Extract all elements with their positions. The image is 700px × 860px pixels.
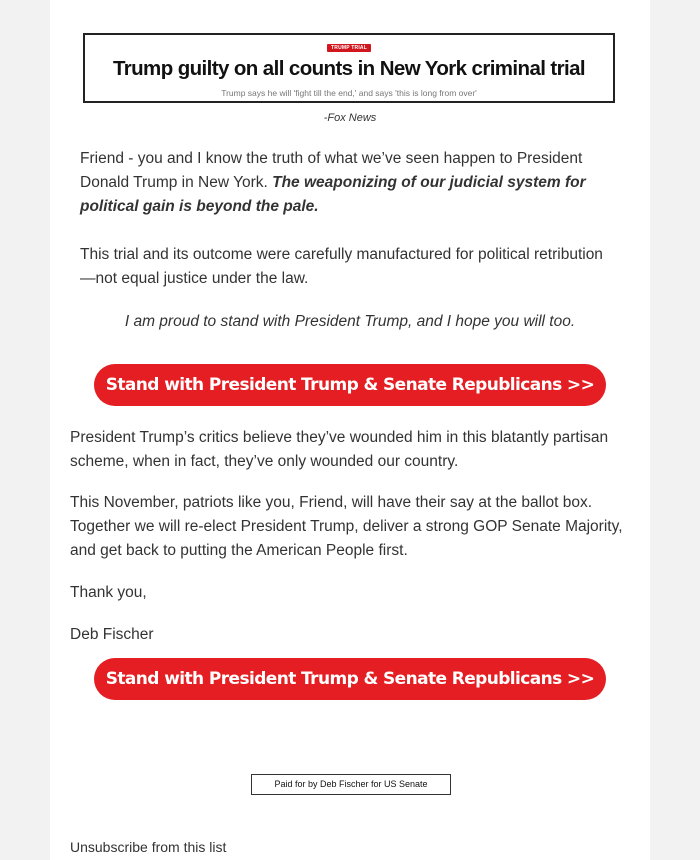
paragraph-november: This November, patriots like you, Friend, will have their say at the ballot box. Together we will re-elect President Trump, deliver a strong GOP Senate Majority, and get back to putting the American People first.	[70, 494, 623, 559]
paragraph-trial: This trial and its outcome were carefully manufactured for political retribution —not equal justice under the law.	[80, 246, 603, 287]
unsubscribe-link[interactable]: Unsubscribe from this list	[70, 839, 227, 855]
news-subhead: Trump says he will 'fight till the end,' and says 'this is long from over'	[221, 88, 477, 98]
stand-with-trump-button[interactable]: Stand with President Trump & Senate Republicans >>	[94, 364, 606, 406]
email-body	[50, 0, 650, 860]
news-headline: Trump guilty on all counts in New York criminal trial	[112, 57, 586, 80]
intro-text: Friend - you and I know the truth of what we’ve seen happen to President Donald Trump in New York.	[80, 150, 583, 191]
intro-emphasis: The weaponizing of our judicial system for political gain is beyond the pale.	[80, 174, 586, 215]
topic-badge: TRUMP TRIAL	[327, 44, 371, 52]
source-credit: -Fox News	[323, 112, 377, 124]
closing-thanks: Thank you,	[70, 584, 147, 601]
news-headline-image	[83, 33, 615, 103]
paragraph-proud: I am proud to stand with President Trump, and I hope you will too.	[124, 313, 576, 330]
paragraph-intro	[80, 147, 620, 219]
paid-for-disclaimer: Paid for by Deb Fischer for US Senate	[251, 774, 451, 795]
paragraph-critics: President Trump’s critics believe they’ve wounded him in this blatantly partisan scheme, when in fact, they’ve only wounded our country.	[70, 429, 609, 470]
signature: Deb Fischer	[70, 626, 154, 643]
stand-with-trump-button-bottom[interactable]: Stand with President Trump & Senate Republicans >>	[94, 658, 606, 700]
